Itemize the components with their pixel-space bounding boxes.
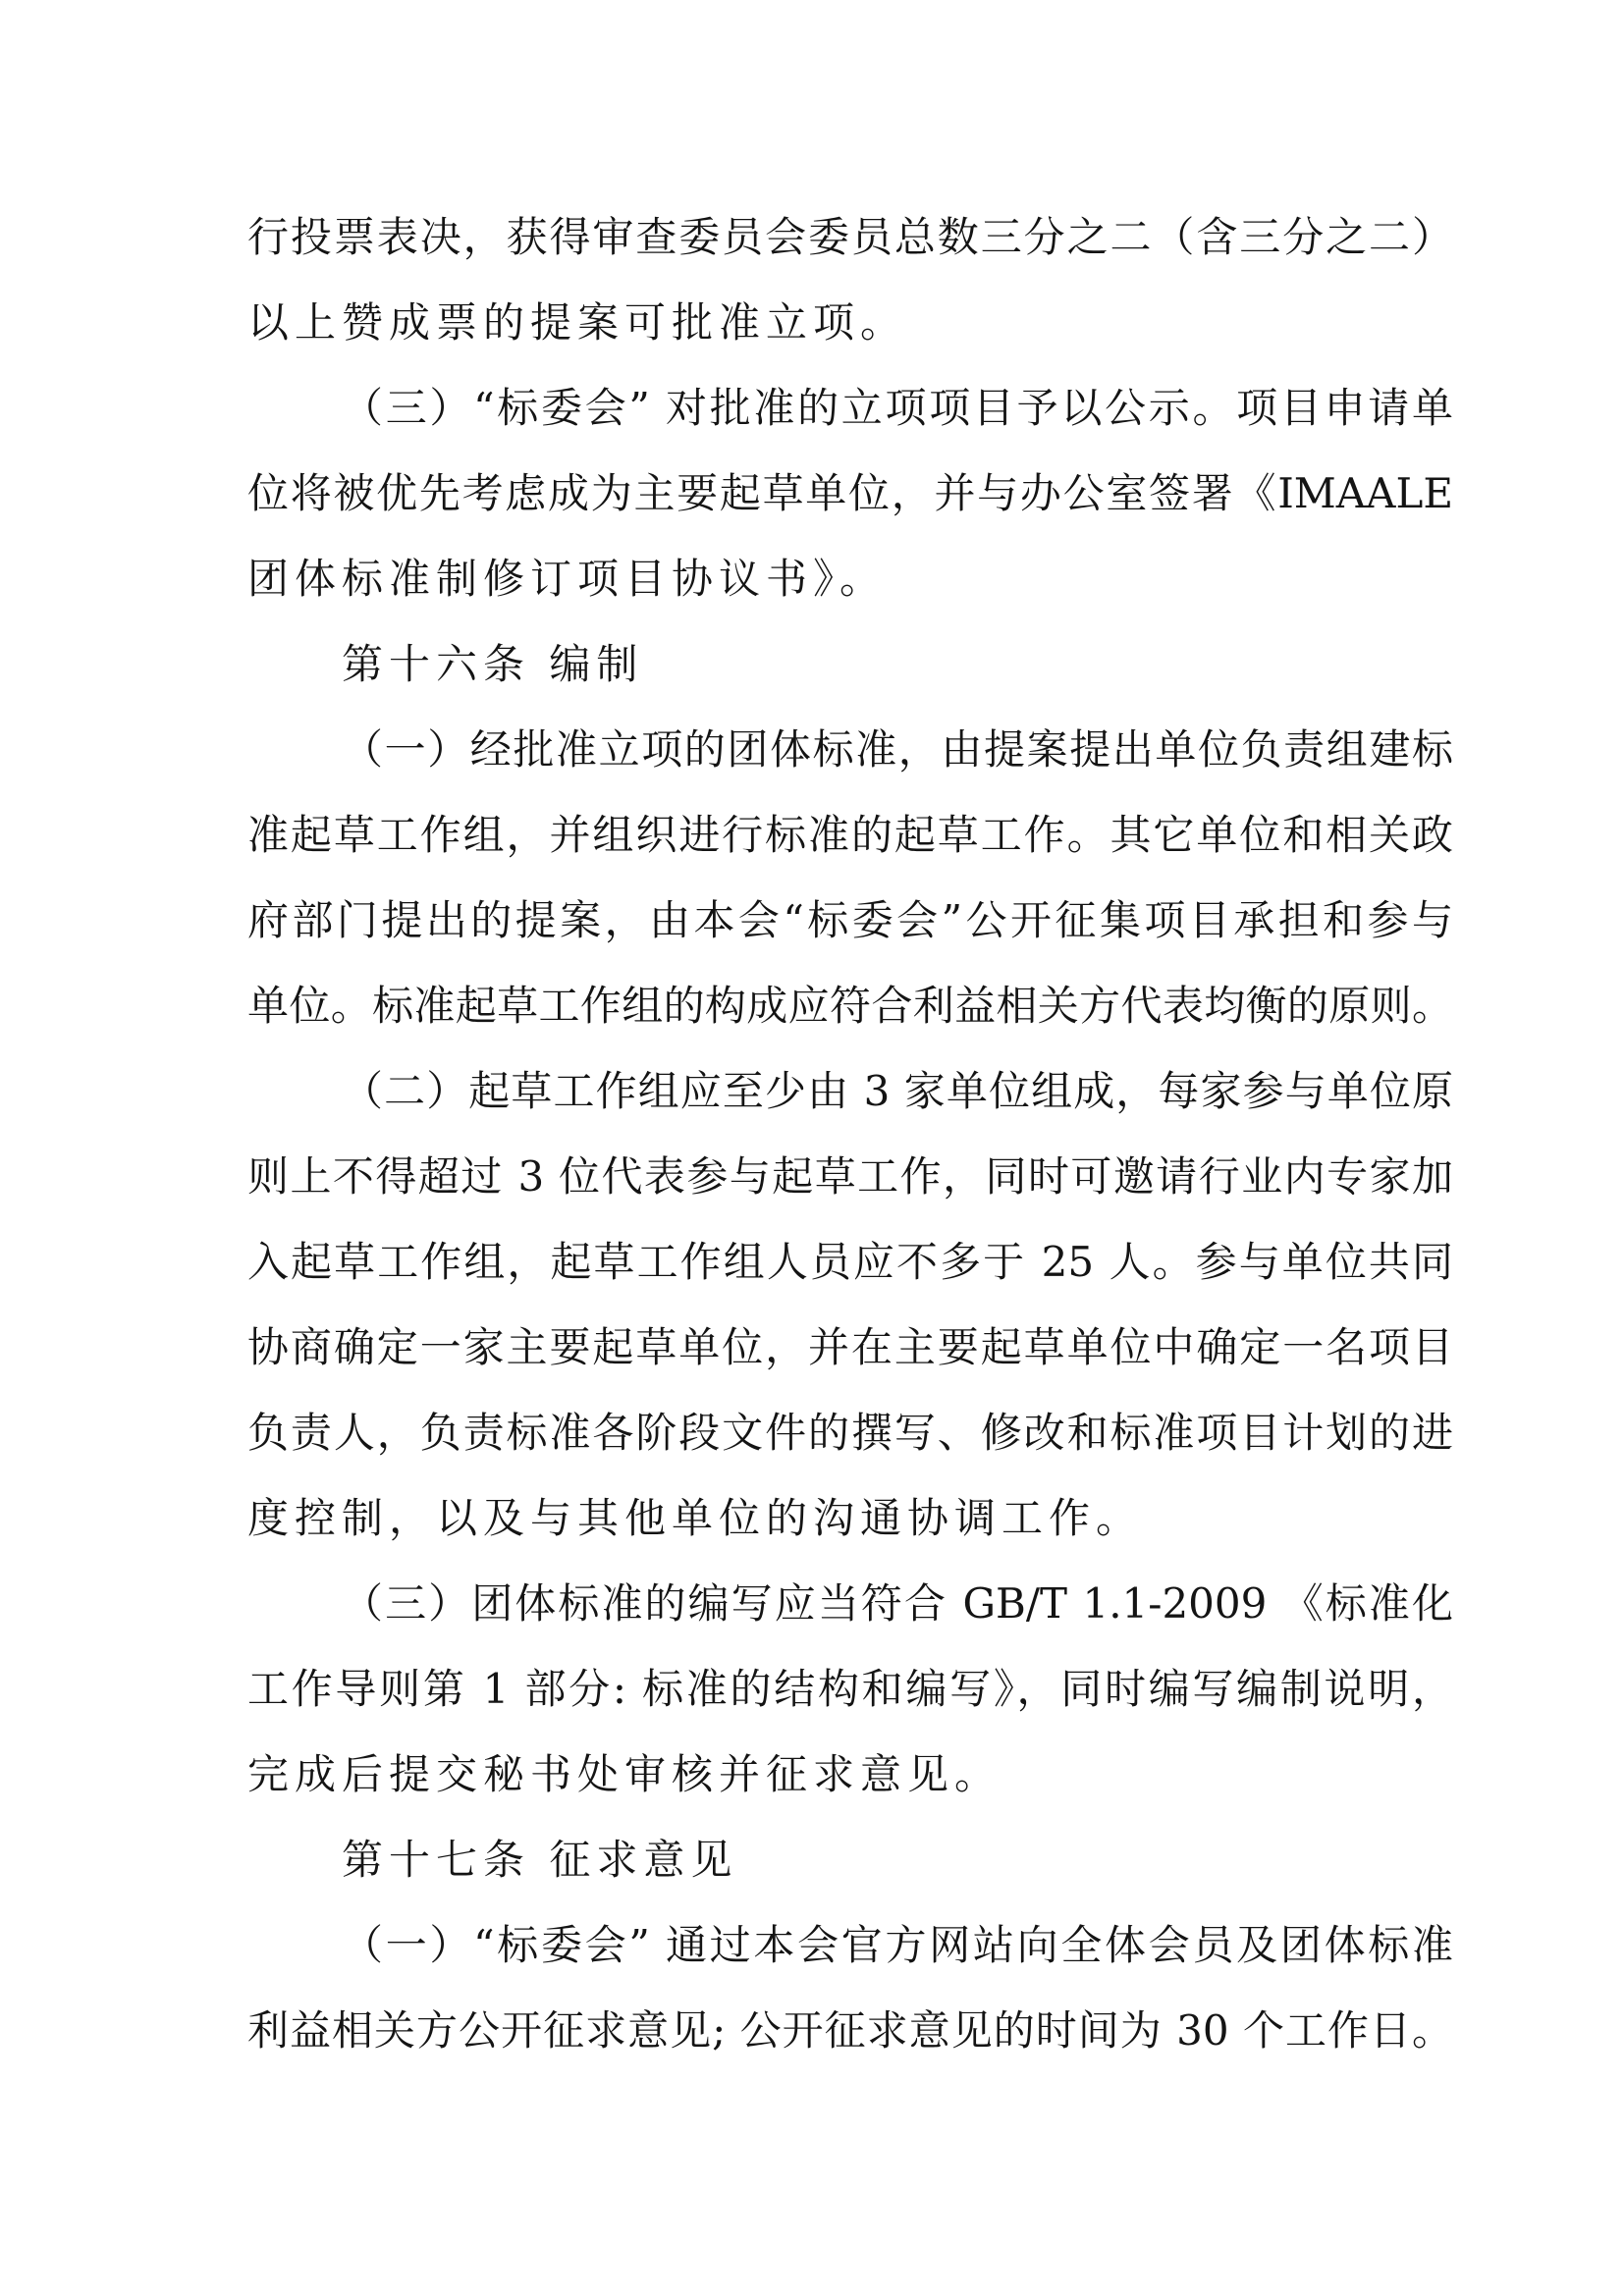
text-line: 单位。标准起草工作组的构成应符合利益相关方代表均衡的原则。 xyxy=(247,982,1453,1030)
document-text-block xyxy=(247,194,1453,2073)
text-line: （二）起草工作组应至少由 3 家单位组成，每家参与单位原 xyxy=(342,1067,1453,1115)
text-line: 第十七条 征求意见 xyxy=(342,1836,738,1884)
text-line: 位将被优先考虑成为主要起草单位，并与办公室签署《IMAALE xyxy=(247,469,1453,517)
text-line: 工作导则第 1 部分: 标准的结构和编写》，同时编写编制说明， xyxy=(247,1665,1453,1713)
text-line: 第十六条 编制 xyxy=(342,640,644,688)
text-line: 入起草工作组，起草工作组人员应不多于 25 人。参与单位共同 xyxy=(247,1238,1453,1286)
text-line: 负责人，负责标准各阶段文件的撰写、修改和标准项目计划的进 xyxy=(247,1409,1453,1457)
text-line: 则上不得超过 3 位代表参与起草工作，同时可邀请行业内专家加 xyxy=(247,1152,1453,1201)
text-line: 以上赞成票的提案可批准立项。 xyxy=(247,298,908,347)
text-line: 利益相关方公开征求意见; 公开征求意见的时间为 30 个工作日。 xyxy=(247,2006,1453,2055)
text-line: （一）“标委会” 通过本会官方网站向全体会员及团体标准 xyxy=(342,1921,1453,1969)
text-line: 准起草工作组，并组织进行标准的起草工作。其它单位和相关政 xyxy=(247,811,1453,859)
text-line: （一）经批准立项的团体标准，由提案提出单位负责组建标 xyxy=(342,725,1453,774)
text-line: （三）“标委会” 对批准的立项项目予以公示。项目申请单 xyxy=(342,384,1453,432)
text-line: 府部门提出的提案，由本会“标委会”公开征集项目承担和参与 xyxy=(247,896,1453,944)
text-line: 团体标准制修订项目协议书》。 xyxy=(247,555,888,603)
text-line: 度控制，以及与其他单位的沟通协调工作。 xyxy=(247,1494,1144,1542)
text-line: 完成后提交秘书处审核并征求意见。 xyxy=(247,1750,1002,1798)
text-line: 协商确定一家主要起草单位，并在主要起草单位中确定一名项目 xyxy=(247,1323,1453,1371)
text-line: （三）团体标准的编写应当符合 GB/T 1.1-2009 《标准化 xyxy=(342,1579,1453,1628)
text-line: 行投票表决，获得审查委员会委员总数三分之二（含三分之二） xyxy=(247,213,1453,261)
